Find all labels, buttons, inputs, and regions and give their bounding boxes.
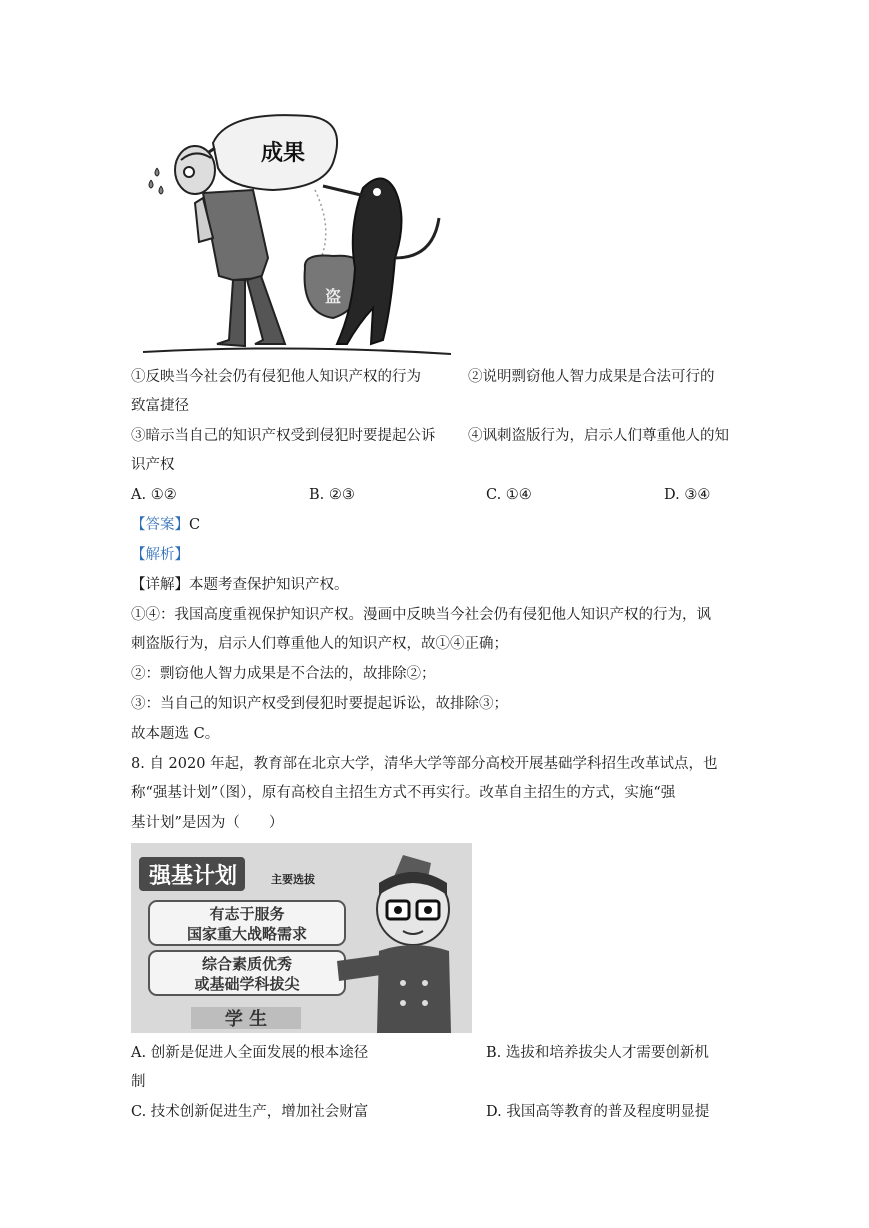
analysis-para-3: ③：当自己的知识产权受到侵犯时要提起诉讼，故排除③； — [131, 696, 508, 712]
q7-option-4: ④讽刺盗版行为，启示人们尊重他人的知 — [468, 428, 729, 444]
poster-bottom-text: 学 生 — [224, 1009, 268, 1030]
q7-choice-d: D. ③④ — [664, 487, 711, 503]
q8-stem-line-2: 称“强基计划”（图），原有高校自主招生方式不再实行。改革自主招生的方式，实施“强 — [131, 785, 676, 801]
q7-option-2-cont: 致富捷径 — [131, 398, 189, 414]
analysis-conclusion: 故本题选 C。 — [131, 726, 220, 742]
analysis-tag: 【解析】 — [131, 547, 189, 563]
analysis-para-1-cont: 刺盗版行为，启示人们尊重他人的知识产权，故①④正确； — [131, 636, 508, 652]
q8-option-d: D. 我国高等教育的普及程度明显提 — [486, 1104, 710, 1120]
q7-choice-c: C. ①④ — [486, 487, 532, 503]
q8-stem-line-3: 基计划”是因为（ ） — [131, 815, 284, 831]
q8-option-c: C. 技术创新促进生产，增加社会财富 — [131, 1104, 369, 1120]
q7-choice-a: A. ①② — [131, 487, 177, 503]
detail-line — [131, 575, 349, 595]
poster-box2-line1: 综合素质优秀 — [201, 955, 293, 973]
bag-label: 成果 — [261, 141, 306, 166]
small-bag-label: 盗 — [325, 287, 342, 306]
cartoon-illustration — [133, 108, 453, 358]
detail-tag: 【详解】 — [131, 577, 189, 593]
q8-option-a: A. 创新是促进人全面发展的根本途径 — [131, 1045, 369, 1061]
q8-stem-line-1: 8. 自 2020 年起，教育部在北京大学，清华大学等部分高校开展基础学科招生改革试点，也 — [131, 756, 718, 772]
analysis-para-1: ①④：我国高度重视保护知识产权。漫画中反映当今社会仍有侵犯他人知识产权的行为，讽 — [131, 607, 711, 623]
poster-box1-line1: 有志于服务 — [209, 905, 285, 923]
poster-box2-line2: 或基础学科拔尖 — [194, 975, 300, 993]
poster-title: 强基计划 — [149, 864, 238, 889]
answer-line — [131, 515, 200, 535]
answer-tag: 【答案】 — [131, 517, 189, 533]
poster-box1-line2: 国家重大战略需求 — [186, 925, 308, 943]
poster-subtitle: 主要选拔 — [271, 873, 315, 886]
answer-value: C — [189, 517, 201, 533]
qiangji-poster — [131, 843, 472, 1033]
analysis-para-2: ②：剽窃他人智力成果是不合法的，故排除②； — [131, 666, 436, 682]
q7-option-2: ②说明剽窃他人智力成果是合法可行的 — [468, 369, 715, 385]
q8-option-b-cont: 制 — [131, 1074, 146, 1090]
q7-option-1: ①反映当今社会仍有侵犯他人知识产权的行为 — [131, 369, 421, 385]
q8-option-b: B. 选拔和培养拔尖人才需要创新机 — [486, 1045, 709, 1061]
detail-text: 本题考查保护知识产权。 — [189, 577, 349, 593]
q7-option-4-cont: 识产权 — [131, 457, 175, 473]
q7-option-3: ③暗示当自己的知识产权受到侵犯时要提起公诉 — [131, 428, 436, 444]
q7-choice-b: B. ②③ — [309, 487, 355, 503]
